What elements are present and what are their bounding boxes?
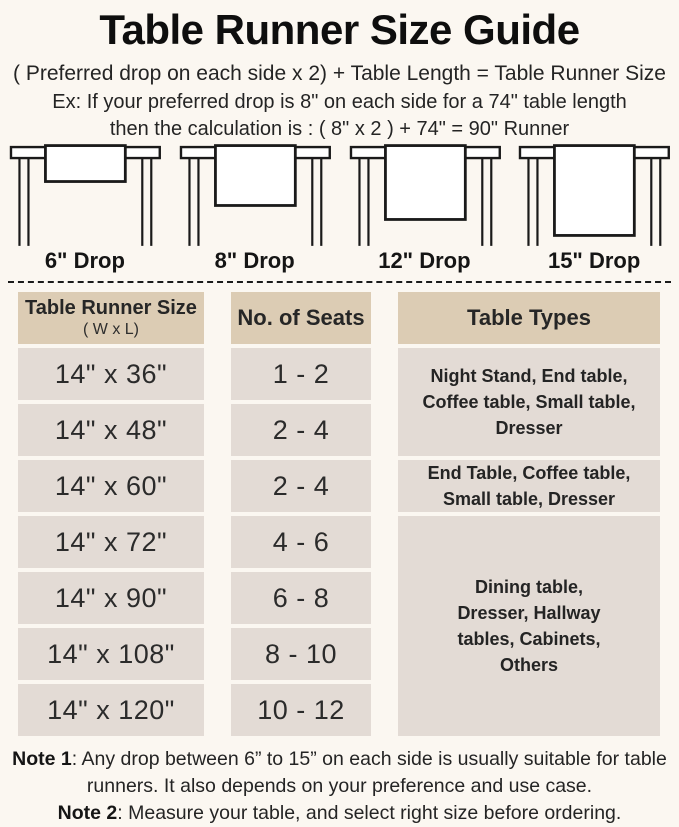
seats-value: 10 - 12 — [257, 694, 345, 725]
seats-value: 6 - 8 — [272, 582, 330, 613]
dashed-divider — [8, 281, 671, 283]
runner-size-header-sublabel: ( W x L) — [83, 321, 139, 338]
table-drop-12-illustration — [340, 144, 510, 246]
size-value: 14" x 60" — [54, 470, 168, 501]
seats-cell — [231, 348, 371, 400]
drop-labels-row — [0, 248, 679, 274]
seats-header-label: No. of Seats — [237, 305, 365, 330]
size-cell — [18, 572, 204, 624]
seats-cell — [231, 628, 371, 680]
formula-line: ( Preferred drop on each side x 2) + Table Length = Table Runner Size — [13, 62, 666, 85]
table-types-header-label: Table Types — [467, 305, 591, 330]
note-1-label: Note 1 — [12, 748, 72, 770]
note-2-text: : Measure your table, and select right size before ordering. — [117, 802, 622, 824]
seats-value: 2 - 4 — [272, 414, 330, 445]
table-types-cell-small — [398, 348, 660, 456]
seats-cell — [231, 516, 371, 568]
seats-cell — [231, 572, 371, 624]
drop-label-15: 15" Drop — [547, 248, 641, 273]
note-1-text: : Any drop between 6” to 15” on each side is usually suitable for table runners. It also depends on your preference and use case. — [71, 748, 667, 797]
seats-value: 2 - 4 — [272, 470, 330, 501]
drop-illustrations — [0, 144, 679, 246]
size-value: 14" x 72" — [54, 526, 168, 557]
note-1 — [2, 746, 677, 800]
size-cell — [18, 348, 204, 400]
seats-value: 1 - 2 — [272, 358, 330, 389]
size-table — [18, 292, 660, 736]
size-value: 14" x 36" — [54, 358, 168, 389]
drop-label-8: 8" Drop — [214, 248, 295, 273]
seats-value: 8 - 10 — [264, 638, 338, 669]
drop-label-12: 12" Drop — [378, 248, 471, 273]
column-header-table-types — [398, 292, 660, 344]
table-types-text: Dining table, Dresser, Hallway tables, Cabinets, Others — [457, 577, 601, 675]
size-cell — [18, 460, 204, 512]
table-types-cell-medium — [398, 460, 660, 512]
example-line-1: Ex: If your preferred drop is 8" on each side for a 74" table length — [52, 91, 627, 113]
table-drop-8-illustration — [170, 144, 340, 246]
size-cell — [18, 516, 204, 568]
runner-size-header-label: Table Runner Size — [25, 297, 197, 319]
size-value: 14" x 108" — [47, 638, 175, 669]
seats-cell — [231, 404, 371, 456]
drop-label-6: 6" Drop — [44, 248, 125, 273]
size-cell — [18, 404, 204, 456]
table-types-cell-large — [398, 516, 660, 736]
seats-cell — [231, 460, 371, 512]
table-drop-6-illustration — [0, 144, 170, 246]
size-value: 14" x 120" — [47, 694, 175, 725]
column-header-seats — [231, 292, 371, 344]
header — [0, 0, 679, 143]
seats-cell — [231, 684, 371, 736]
column-header-runner-size — [18, 292, 204, 344]
example-line-2: then the calculation is : ( 8" x 2 ) + 74" = 90" Runner — [109, 118, 570, 140]
size-value: 14" x 90" — [54, 582, 168, 613]
page-title: Table Runner Size Guide — [99, 6, 580, 53]
note-2-label: Note 2 — [57, 802, 118, 824]
size-cell — [18, 684, 204, 736]
table-types-text: End Table, Coffee table, Small table, Dresser — [427, 463, 631, 509]
size-cell — [18, 628, 204, 680]
size-value: 14" x 48" — [54, 414, 168, 445]
table-drop-15-illustration — [509, 144, 679, 246]
table-types-text: Night Stand, End table, Coffee table, Small table, Dresser — [422, 366, 636, 438]
note-2 — [2, 800, 677, 827]
notes-section — [2, 746, 677, 827]
seats-value: 4 - 6 — [272, 526, 330, 557]
